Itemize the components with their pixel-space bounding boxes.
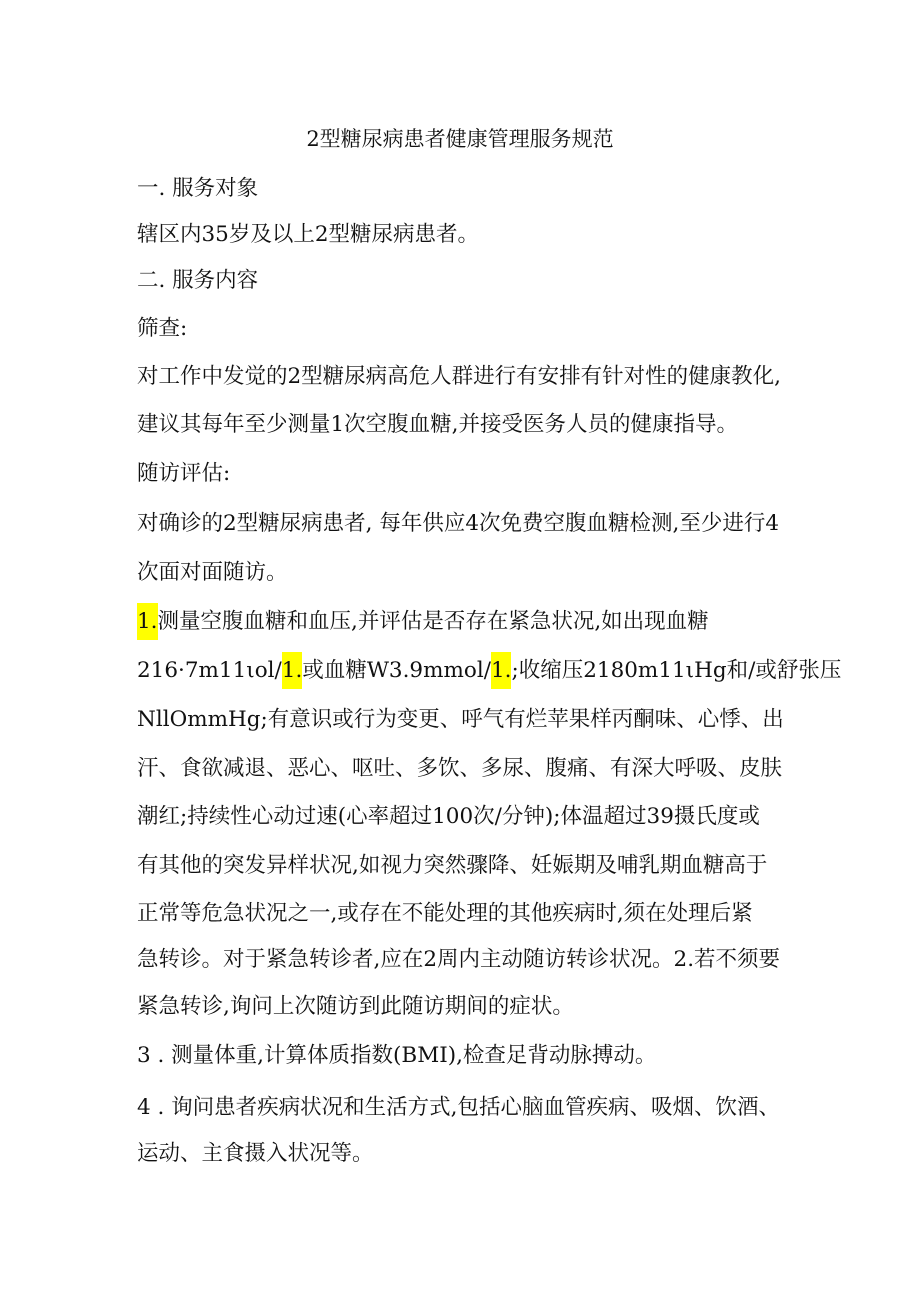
item1-number-highlight: 1. bbox=[137, 603, 158, 640]
item1-line: 有其他的突发异样状况,如视力突然骤降、妊娠期及哺乳期血糖高于 bbox=[137, 853, 768, 878]
item1-line: 急转诊。对于紧急转诊者,应在2周内主动随访转诊状况。2.若不须要 bbox=[137, 947, 781, 972]
followup-text-line: 次面对面随访。 bbox=[137, 560, 288, 585]
item1-line: 汗、食欲减退、恶心、呕吐、多饮、多尿、腹痛、有深大呼吸、皮肤 bbox=[137, 756, 783, 781]
section-heading-service-content: 二. 服务内容 bbox=[137, 268, 259, 293]
unit-highlight: 1. bbox=[282, 652, 303, 689]
screening-text-line: 对工作中发觉的2型糖尿病高危人群进行有安排有针对性的健康教化, bbox=[137, 364, 782, 389]
screening-text-line: 建议其每年至少测量1次空腹血糖,并接受医务人员的健康指导。 bbox=[137, 412, 739, 437]
item1-text: 216·7m11ιol/ bbox=[137, 658, 282, 683]
item1-line bbox=[137, 656, 841, 686]
item1-line: NllOmmHg;有意识或行为变更、呼气有烂苹果样丙酮味、心悸、出 bbox=[137, 707, 784, 732]
followup-heading: 随访评估: bbox=[137, 461, 231, 486]
screening-heading: 筛查: bbox=[137, 316, 188, 341]
item1-line: 正常等危急状况之一,或存在不能处理的其他疾病时,须在处理后紧 bbox=[137, 901, 753, 926]
item4-line: 运动、主食摄入状况等。 bbox=[137, 1141, 374, 1166]
item1-line bbox=[137, 607, 709, 637]
document-title: 2型糖尿病患者健康管理服务规范 bbox=[306, 127, 614, 151]
item1-text: 测量空腹血糖和血压,并评估是否存在紧急状况,如出现血糖 bbox=[157, 609, 709, 634]
unit-highlight: 1. bbox=[491, 652, 512, 689]
item1-line: 潮红;持续性心动过速(心率超过100次/分钟);体温超过39摄氏度或 bbox=[137, 804, 760, 829]
item1-text: 或血糖W3.9mmol/ bbox=[302, 658, 491, 683]
followup-text-line: 对确诊的2型糖尿病患者, 每年供应4次免费空腹血糖检测,至少进行4 bbox=[137, 511, 780, 536]
section-heading-service-target: 一. 服务对象 bbox=[137, 176, 259, 201]
service-target-text: 辖区内35岁及以上2型糖尿病患者。 bbox=[137, 222, 480, 247]
item1-text: ;收缩压2180m11ιHg和/或舒张压 bbox=[511, 658, 842, 683]
item4-line: 4 . 询问患者疾病状况和生活方式,包括心脑血管疾病、吸烟、饮酒、 bbox=[137, 1095, 781, 1120]
item3-line: 3 . 测量体重,计算体质指数(BMI),检查足背动脉搏动。 bbox=[137, 1043, 657, 1068]
item1-line: 紧急转诊,询问上次随访到此随访期间的症状。 bbox=[137, 994, 574, 1019]
